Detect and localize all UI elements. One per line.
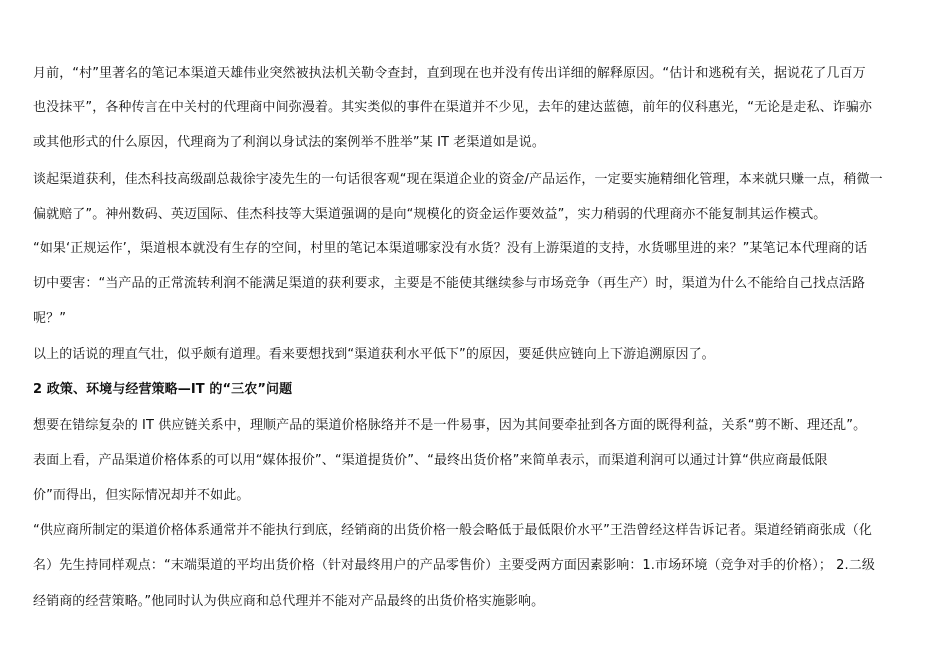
paragraph-line: 表面上看，产品渠道价格体系的可以用“媒体报价”、“渠道提货价”、“最终出货价格”来简单表示，而渠道利润可以通过计算“供应商最低限: [33, 453, 828, 468]
section-heading: 2 政策、环境与经营策略—IT 的“三农”问题: [33, 382, 293, 397]
paragraph-line: “供应商所制定的渠道价格体系通常并不能执行到底，经销商的出货价格一般会略低于最低限价水平”王浩曾经这样告诉记者。渠道经销商张成（化: [33, 523, 872, 538]
paragraph-line: 名）先生持同样观点：“末端渠道的平均出货价格（针对最终用户的产品零售价）主要受两方面因素影响：1.市场环境（竞争对手的价格）； 2.二级: [33, 558, 875, 573]
paragraph-line: 想要在错综复杂的 IT 供应链关系中，理顺产品的渠道价格脉络并不是一件易事，因为其间要牵扯到各方面的既得利益，关系“剪不断、理还乱”。: [33, 418, 867, 433]
paragraph-line: “如果‘正规运作’，渠道根本就没有生存的空间，村里的笔记本渠道哪家没有水货？没有上游渠道的支持，水货哪里进的来？”某笔记本代理商的话: [33, 241, 868, 256]
paragraph-line: 呢？”: [33, 311, 67, 326]
paragraph-line: 偏就赔了”。神州数码、英迈国际、佳杰科技等大渠道强调的是向“规模化的资金运作要效益”，实力稍弱的代理商亦不能复制其运作模式。: [33, 207, 827, 222]
paragraph-line: 以上的话说的理直气壮，似乎颇有道理。看来要想找到“渠道获利水平低下”的原因，要延供应链向上下游追溯原因了。: [33, 347, 715, 362]
paragraph-line: 经销商的经营策略。”他同时认为供应商和总代理并不能对产品最终的出货价格实施影响。: [33, 594, 545, 609]
paragraph-line: 月前，“村”里著名的笔记本渠道天雄伟业突然被执法机关勒令查封，直到现在也并没有传出详细的解释原因。“估计和逃税有关，据说花了几百万: [33, 66, 866, 81]
paragraph-line: 切中要害：“当产品的正常流转利润不能满足渠道的获利要求，主要是不能使其继续参与市场竞争（再生产）时，渠道为什么不能给自己找点活路: [33, 276, 866, 291]
paragraph-line: 谈起渠道获利，佳杰科技高级副总裁徐宇凌先生的一句话很客观“现在渠道企业的资金/产品运作，一定要实施精细化管理，本来就只赚一点，稍微一: [33, 172, 883, 187]
paragraph-line: 价”而得出，但实际情况却并不如此。: [33, 488, 250, 503]
paragraph-line: 或其他形式的什么原因，代理商为了利润以身试法的案例举不胜举”某 IT 老渠道如是说。: [33, 135, 545, 150]
paragraph-line: 也没抹平”，各种传言在中关村的代理商中间弥漫着。其实类似的事件在渠道并不少见，去年的建达蓝德，前年的仪科惠光，“无论是走私、诈骗亦: [33, 100, 872, 115]
